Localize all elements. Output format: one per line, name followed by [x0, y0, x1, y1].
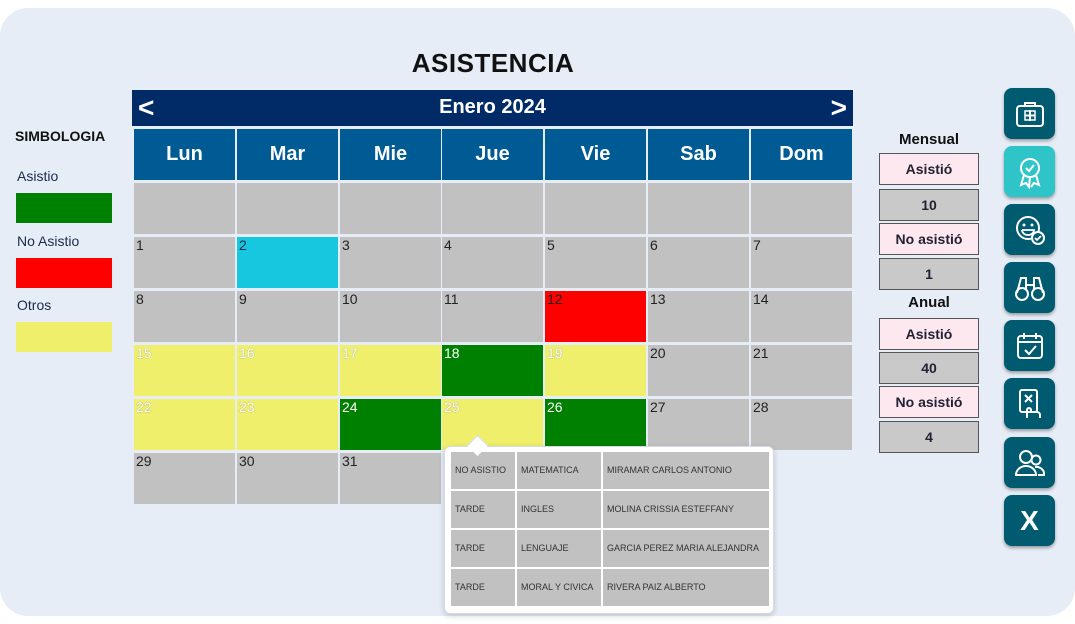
- next-month-button[interactable]: >: [830, 92, 847, 123]
- legend-swatch-no-asistio: [16, 258, 112, 288]
- empty-day-cell: [545, 183, 646, 234]
- month-label: Enero 2024: [439, 96, 546, 118]
- smiley-check-icon: [1013, 213, 1047, 247]
- legend-label-asistio: Asistio: [17, 168, 59, 184]
- day-number: 3: [342, 237, 350, 253]
- tooltip-teacher-cell: RIVERA PAIZ ALBERTO: [603, 569, 769, 606]
- day-cell[interactable]: [237, 237, 338, 288]
- day-number: 12: [547, 291, 563, 307]
- weekday-header: Mar: [237, 129, 338, 180]
- monthly-absent-value: 1: [879, 258, 979, 290]
- close-icon: X: [1020, 504, 1039, 536]
- empty-day-cell: [442, 183, 543, 234]
- annual-absent-label: No asistió: [879, 386, 979, 418]
- day-cell[interactable]: [237, 345, 338, 396]
- day-cell[interactable]: [751, 291, 852, 342]
- day-cell[interactable]: [545, 291, 646, 342]
- tooltip-status-cell: TARDE: [451, 491, 515, 528]
- tooltip-teacher-cell: MIRAMAR CARLOS ANTONIO: [603, 452, 769, 489]
- annual-attended-value: 40: [879, 352, 979, 384]
- day-cell[interactable]: [442, 291, 543, 342]
- weekday-header: Mie: [340, 129, 441, 180]
- day-cell[interactable]: [648, 399, 749, 450]
- day-cell[interactable]: [545, 345, 646, 396]
- tooltip-subject-cell: MATEMATICA: [517, 452, 601, 489]
- close-button[interactable]: [1004, 495, 1055, 546]
- monthly-title: Mensual: [898, 131, 959, 148]
- day-number: 26: [547, 399, 563, 415]
- medical-button[interactable]: [1004, 88, 1055, 139]
- day-cell[interactable]: [237, 399, 338, 450]
- month-header: [132, 90, 853, 126]
- legend-label-no-asistio: No Asistio: [17, 233, 80, 249]
- tooltip-row: [451, 491, 769, 528]
- tooltip-status-cell: TARDE: [451, 530, 515, 567]
- calendar-button[interactable]: [1004, 320, 1055, 371]
- weekday-header: Sab: [648, 129, 749, 180]
- day-cell[interactable]: [134, 237, 235, 288]
- tooltip-row: [451, 452, 769, 489]
- day-cell[interactable]: [134, 345, 235, 396]
- day-number: 25: [444, 399, 460, 415]
- day-number: 29: [136, 453, 152, 469]
- tooltip-subject-cell: MORAL Y CIVICA: [517, 569, 601, 606]
- day-number: 6: [650, 237, 658, 253]
- award-button[interactable]: [1004, 146, 1055, 197]
- day-cell[interactable]: [648, 237, 749, 288]
- day-number: 4: [444, 237, 452, 253]
- empty-day-cell: [237, 183, 338, 234]
- tooltip-teacher-cell: GARCIA PEREZ MARIA ALEJANDRA: [603, 530, 769, 567]
- annual-attended-label: Asistió: [879, 318, 979, 350]
- empty-day-cell: [134, 183, 235, 234]
- day-cell[interactable]: [237, 291, 338, 342]
- weekday-header: Dom: [751, 129, 852, 180]
- day-number: 19: [547, 345, 563, 361]
- legend-swatch-otros: [16, 322, 112, 352]
- day-cell[interactable]: [442, 399, 543, 450]
- empty-day-cell: [340, 183, 441, 234]
- day-number: 24: [342, 399, 358, 415]
- tooltip-row: [451, 530, 769, 567]
- day-number: 9: [239, 291, 247, 307]
- behavior-button[interactable]: [1004, 204, 1055, 255]
- day-number: 10: [342, 291, 358, 307]
- day-number: 7: [753, 237, 761, 253]
- weekday-header: Jue: [442, 129, 543, 180]
- monthly-attended-label: Asistió: [879, 153, 979, 185]
- day-cell[interactable]: [340, 345, 441, 396]
- tooltip-status-cell: TARDE: [451, 569, 515, 606]
- empty-day-cell: [751, 183, 852, 234]
- search-button[interactable]: [1004, 262, 1055, 313]
- day-number: 1: [136, 237, 144, 253]
- annual-title: Anual: [908, 294, 950, 311]
- hand-document-icon: [1013, 387, 1047, 421]
- day-detail-tooltip: [444, 446, 774, 614]
- day-number: 13: [650, 291, 666, 307]
- day-number: 17: [342, 345, 358, 361]
- report-button[interactable]: [1004, 378, 1055, 429]
- day-cell[interactable]: [237, 453, 338, 504]
- day-number: 8: [136, 291, 144, 307]
- calendar-check-icon: [1013, 329, 1047, 363]
- tooltip-subject-cell: LENGUAJE: [517, 530, 601, 567]
- day-number: 18: [444, 345, 460, 361]
- day-number: 28: [753, 399, 769, 415]
- day-cell[interactable]: [442, 237, 543, 288]
- day-number: 27: [650, 399, 666, 415]
- day-number: 15: [136, 345, 152, 361]
- day-cell[interactable]: [134, 399, 235, 450]
- tooltip-status-cell: NO ASISTIO: [451, 452, 515, 489]
- medical-kit-icon: [1013, 97, 1047, 131]
- monthly-absent-label: No asistió: [879, 223, 979, 255]
- legend-label-otros: Otros: [17, 297, 52, 313]
- users-button[interactable]: [1004, 437, 1055, 488]
- day-cell[interactable]: [648, 291, 749, 342]
- legend-swatch-asistio: [16, 193, 112, 223]
- day-cell[interactable]: [134, 291, 235, 342]
- day-cell[interactable]: [545, 237, 646, 288]
- day-cell[interactable]: [340, 237, 441, 288]
- award-badge-icon: [1013, 155, 1047, 189]
- day-cell[interactable]: [134, 453, 235, 504]
- binoculars-icon: [1013, 271, 1047, 305]
- page-title: ASISTENCIA: [411, 48, 575, 78]
- day-cell[interactable]: [751, 399, 852, 450]
- day-number: 2: [239, 237, 247, 253]
- weekday-header: Vie: [545, 129, 646, 180]
- day-cell[interactable]: [340, 291, 441, 342]
- day-number: 31: [342, 453, 358, 469]
- day-number: 11: [444, 291, 459, 307]
- users-icon: [1013, 446, 1047, 480]
- tooltip-teacher-cell: MOLINA CRISSIA ESTEFFANY: [603, 491, 769, 528]
- day-cell[interactable]: [340, 399, 441, 450]
- day-number: 20: [650, 345, 666, 361]
- day-number: 22: [136, 399, 152, 415]
- weekday-header: Lun: [134, 129, 235, 180]
- day-cell[interactable]: [340, 453, 441, 504]
- day-number: 21: [753, 345, 769, 361]
- day-cell[interactable]: [751, 345, 852, 396]
- day-number: 30: [239, 453, 255, 469]
- empty-day-cell: [648, 183, 749, 234]
- day-number: 16: [239, 345, 255, 361]
- annual-absent-value: 4: [879, 421, 979, 453]
- monthly-attended-value: 10: [879, 189, 979, 221]
- day-cell[interactable]: [648, 345, 749, 396]
- day-cell[interactable]: [545, 399, 646, 450]
- prev-month-button[interactable]: <: [138, 92, 155, 123]
- day-number: 14: [753, 291, 769, 307]
- day-number: 5: [547, 237, 555, 253]
- day-cell[interactable]: [751, 237, 852, 288]
- day-cell[interactable]: [442, 345, 543, 396]
- tooltip-row: [451, 569, 769, 606]
- tooltip-subject-cell: INGLES: [517, 491, 601, 528]
- legend-title: SIMBOLOGIA: [15, 128, 106, 144]
- day-number: 23: [239, 399, 255, 415]
